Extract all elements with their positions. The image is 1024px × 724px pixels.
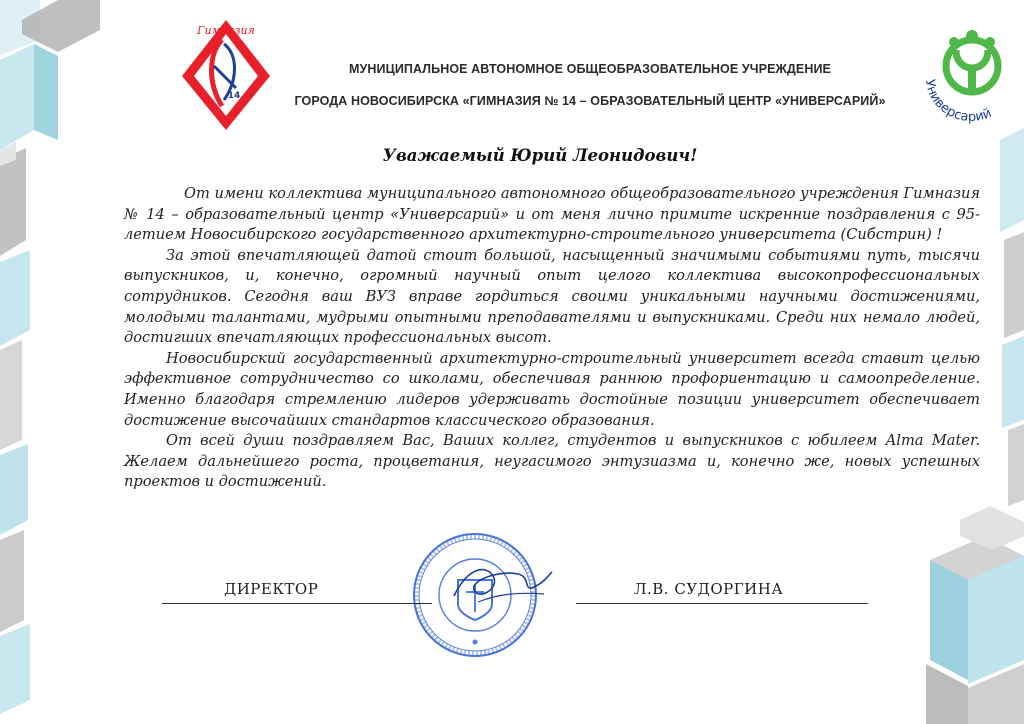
paragraph-2: За этой впечатляющей датой стоит большой, насыщенный значимыми событиями путь, тысячи выпускников, и, конечно, огромный научный опыт целого коллектива высокопрофессиональных сотрудников. Сегодня ваш ВУЗ вправе гордиться своими уникальными научными достижениями, молодыми талантами, мудрыми опытными преподавателями и выпускниками. Среди них немало людей, достигших впечатляющих профессиональных высот.	[124, 246, 980, 347]
logo-right-text: Универсарий	[921, 78, 994, 125]
signature-line-left	[162, 603, 432, 604]
header-line-2: ГОРОДА НОВОСИБИРСКА «ГИМНАЗИЯ № 14 – ОБРАЗОВАТЕЛЬНЫЙ ЦЕНТР «УНИВЕРСАРИЙ»	[294, 94, 886, 108]
universariy-logo-icon	[912, 22, 1024, 132]
paragraph-1: От имени коллектива муниципального автономного общеобразовательного учреждения Гимназия № 14 – образовательный центр «Универсарий» и от меня лично примите искренние поздравления с 95-летием Новосибирского государственного архитектурно-строительного университета (Сибстрин) !	[124, 185, 980, 244]
paragraph-4: От всей души поздравляем Вас, Ваших коллег, студентов и выпускников с юбилеем Alma Mater. Желаем дальнейшего роста, процветания, неугасимого энтузиазма и, конечно же, новых успешных проектов и достижений.	[124, 432, 980, 491]
signature-icon	[448, 556, 558, 612]
letter-body	[124, 184, 980, 493]
greeting: Уважаемый Юрий Леонидович!	[382, 146, 698, 165]
gymnasium-14-logo-icon	[178, 14, 274, 132]
signature-line-right	[576, 603, 868, 604]
logo-left-text: Гимназия	[197, 24, 255, 37]
logo-left-number: 14	[227, 91, 241, 101]
paragraph-3: Новосибирский государственный архитектурно-строительный университет всегда ставит целью эффективное сотрудничество со школами, обеспечивая раннюю профориентацию и самоопределение. Именно благодаря стремлению лидеров удерживать достойные позиции университет обеспечивает достижение высочайших стандартов классического образования.	[124, 349, 980, 429]
director-title: ДИРЕКТОР	[224, 580, 319, 598]
header-line-1: МУНИЦИПАЛЬНОЕ АВТОНОМНОЕ ОБЩЕОБРАЗОВАТЕЛЬНОЕ УЧРЕЖДЕНИЕ	[348, 62, 831, 76]
director-name: Л.В. СУДОРГИНА	[634, 580, 784, 598]
